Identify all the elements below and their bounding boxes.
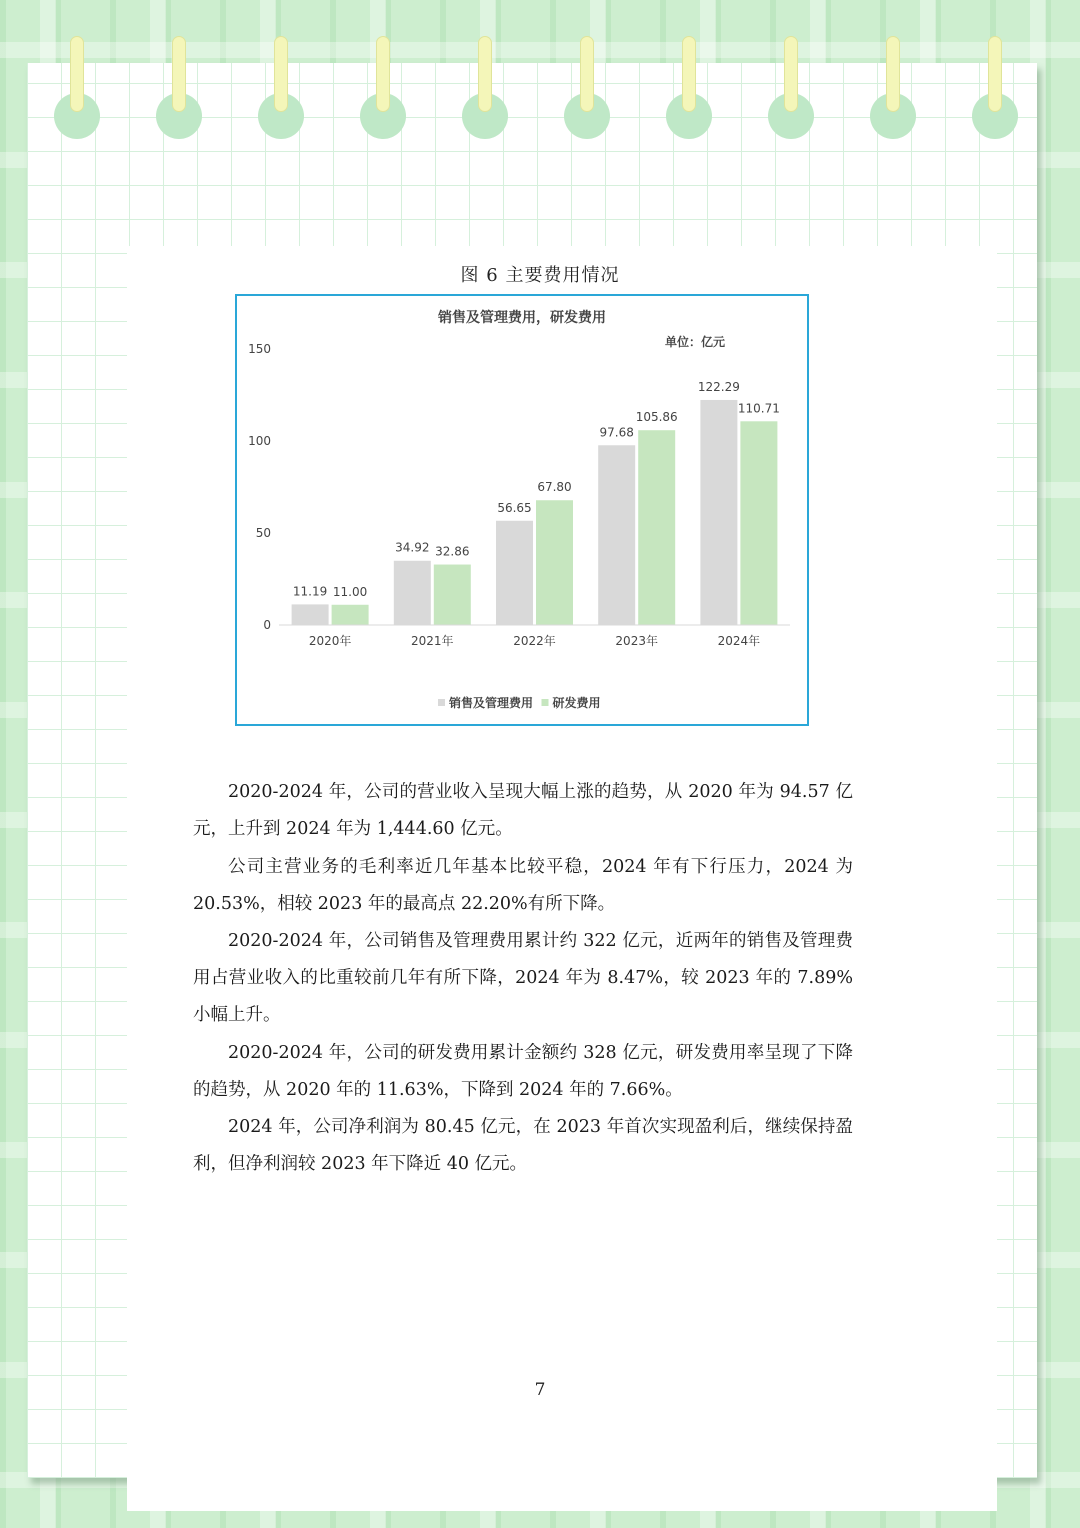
- y-tick-label: 50: [255, 526, 271, 540]
- x-tick-label: 2024年: [717, 634, 761, 648]
- legend-swatch: [438, 699, 445, 706]
- legend-label: 销售及管理费用: [449, 696, 534, 710]
- paragraph-net-profit: 2024 年，公司净利润为 80.45 亿元，在 2023 年首次实现盈利后，继续保持盈利，但净利润较 2023 年下降近 40 亿元。: [193, 1117, 853, 1174]
- data-label: 11.19: [292, 584, 328, 599]
- figure-caption: 图 6 主要费用情况: [460, 265, 620, 286]
- binder-ring: [172, 36, 186, 112]
- bar: [496, 521, 533, 625]
- x-tick-label: 2021年: [411, 634, 454, 648]
- bar: [332, 605, 369, 625]
- chart-title: 销售及管理费用，研发费用: [438, 310, 606, 326]
- y-tick-label: 150: [248, 342, 271, 356]
- y-tick-label: 100: [248, 434, 271, 448]
- paragraph-rd-expense: 2020-2024 年，公司的研发费用累计金额约 328 亿元，研发费用率呈现了下降的趋势，从 2020 年的 11.63%，下降到 2024 年的 7.66%。: [193, 1043, 853, 1100]
- y-tick-label: 0: [263, 618, 271, 632]
- chart-unit-label: 单位：亿元: [665, 335, 726, 349]
- data-label: 122.29: [697, 379, 740, 394]
- paragraph-revenue: 2020-2024 年，公司的营业收入呈现大幅上涨的趋势，从 2020 年为 94.57 亿元，上升到 2024 年为 1,444.60 亿元。: [193, 782, 853, 839]
- bar: [394, 561, 431, 625]
- data-label: 110.71: [737, 401, 780, 416]
- legend-label: 研发费用: [552, 696, 601, 710]
- binder-ring: [886, 36, 900, 112]
- bar: [740, 421, 777, 625]
- data-label: 97.68: [599, 425, 634, 440]
- data-label: 105.86: [635, 410, 678, 425]
- x-tick-label: 2022年: [513, 634, 556, 648]
- expense-chart: [235, 294, 809, 726]
- binder-ring: [376, 36, 390, 112]
- bar: [638, 430, 675, 625]
- binder-ring: [580, 36, 594, 112]
- x-axis: [309, 633, 760, 648]
- legend-swatch: [542, 699, 549, 706]
- page-number: 7: [534, 1380, 546, 1400]
- binder-ring: [274, 36, 288, 112]
- binder-ring: [682, 36, 696, 112]
- paragraph-sales-admin-expense: 2020-2024 年，公司销售及管理费用累计约 322 亿元，近两年的销售及管理费用占营业收入的比重较前几年有所下降，2024 年为 8.47%，较 2023 年的 7.89%小幅上升。: [193, 931, 853, 1025]
- binder-ring: [478, 36, 492, 112]
- chart-legend: [438, 695, 601, 710]
- binder-ring: [70, 36, 84, 112]
- x-tick-label: 2020年: [308, 634, 352, 648]
- data-label: 11.00: [332, 584, 368, 599]
- binder-ring: [988, 36, 1002, 112]
- bars: [292, 380, 780, 625]
- binder-ring: [784, 36, 798, 112]
- data-label: 56.65: [497, 500, 532, 515]
- bar: [536, 500, 573, 625]
- x-tick-label: 2023年: [615, 634, 658, 648]
- data-label: 32.86: [435, 544, 470, 559]
- bar: [598, 445, 635, 625]
- paragraph-gross-margin: 公司主营业务的毛利率近几年基本比较平稳，2024 年有下行压力，2024 为 20.53%，相较 2023 年的最高点 22.20%有所下降。: [193, 857, 853, 914]
- bar: [292, 604, 329, 625]
- bar: [700, 400, 737, 625]
- y-axis: [248, 342, 271, 632]
- chart-svg: [237, 296, 807, 724]
- data-label: 34.92: [395, 540, 430, 555]
- bar: [434, 565, 471, 625]
- data-label: 67.80: [537, 480, 572, 495]
